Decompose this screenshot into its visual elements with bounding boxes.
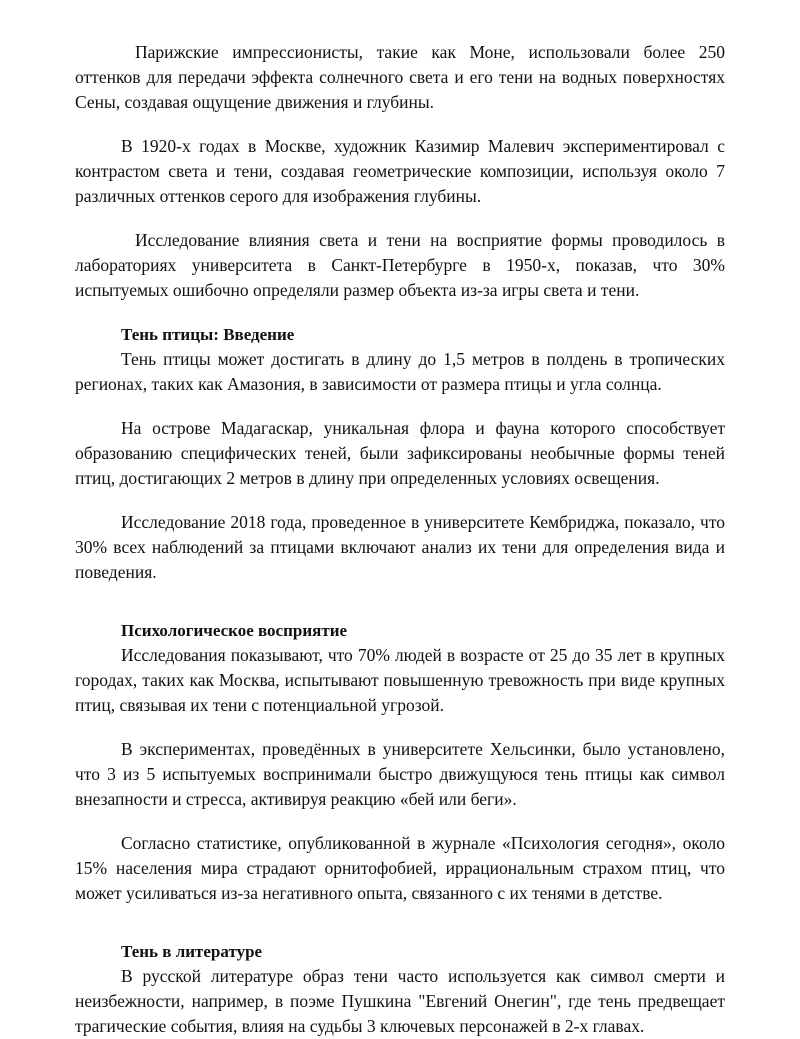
- section-heading-bird-shadow: Тень птицы: Введение: [121, 325, 295, 344]
- bird-shadow-paragraph-2: На острове Мадагаскар, уникальная флора и фауна которого способствует образованию специфических теней, были зафиксированы необычные формы теней птиц, достигающих 2 метров в длину при определенных условиях освещения.: [75, 418, 725, 488]
- bird-shadow-paragraph-1: Тень птицы может достигать в длину до 1,5 метров в полдень в тропических регионах, таких как Амазония, в зависимости от размера птицы и угла солнца.: [75, 349, 725, 394]
- section-spacer: [75, 925, 725, 939]
- bird-shadow-paragraph-3: Исследование 2018 года, проведенное в университете Кембриджа, показало, что 30% всех наблюдений за птицами включают анализ их тени для определения вида и поведения.: [75, 512, 725, 582]
- psychology-paragraph-2: В экспериментах, проведённых в университете Хельсинки, было установлено, что 3 из 5 испытуемых воспринимали быстро движущуюся тень птицы как символ внезапности и стресса, активируя реакцию «бей или беги».: [75, 739, 725, 809]
- section-spacer: [75, 604, 725, 618]
- document-page: [75, 40, 725, 1039]
- literature-paragraph-1: В русской литературе образ тени часто используется как символ смерти и неизбежности, например, в поэме Пушкина "Евгений Онегин", где тень предвещает трагические события, влияя на судьбы 3 ключевых персонажей в 2-х главах.: [75, 966, 725, 1036]
- section-heading-psychology: Психологическое восприятие: [121, 621, 348, 640]
- intro-paragraph-2: В 1920-х годах в Москве, художник Казимир Малевич экспериментировал с контрастом света и тени, создавая геометрические композиции, используя около 7 различных оттенков серого для изображения глубины.: [75, 136, 725, 206]
- psychology-paragraph-1: Исследования показывают, что 70% людей в возрасте от 25 до 35 лет в крупных городах, таких как Москва, испытывают повышенную тревожность при виде крупных птиц, связывая их тени с потенциальной угрозой.: [75, 645, 725, 715]
- intro-paragraph-3: Исследование влияния света и тени на восприятие формы проводилось в лабораториях университета в Санкт-Петербурге в 1950-х, показав, что 30% испытуемых ошибочно определяли размер объекта из-за игры света и тени.: [75, 230, 725, 300]
- section-heading-literature: Тень в литературе: [121, 942, 263, 961]
- intro-paragraph-1: Парижские импрессионисты, такие как Моне, использовали более 250 оттенков для передачи эффекта солнечного света и его тени на водных поверхностях Сены, создавая ощущение движения и глубины.: [75, 42, 725, 112]
- psychology-paragraph-3: Согласно статистике, опубликованной в журнале «Психология сегодня», около 15% населения мира страдают орнитофобией, иррациональным страхом птиц, что может усиливаться из-за негативного опыта, связанного с их тенями в детстве.: [75, 833, 725, 903]
